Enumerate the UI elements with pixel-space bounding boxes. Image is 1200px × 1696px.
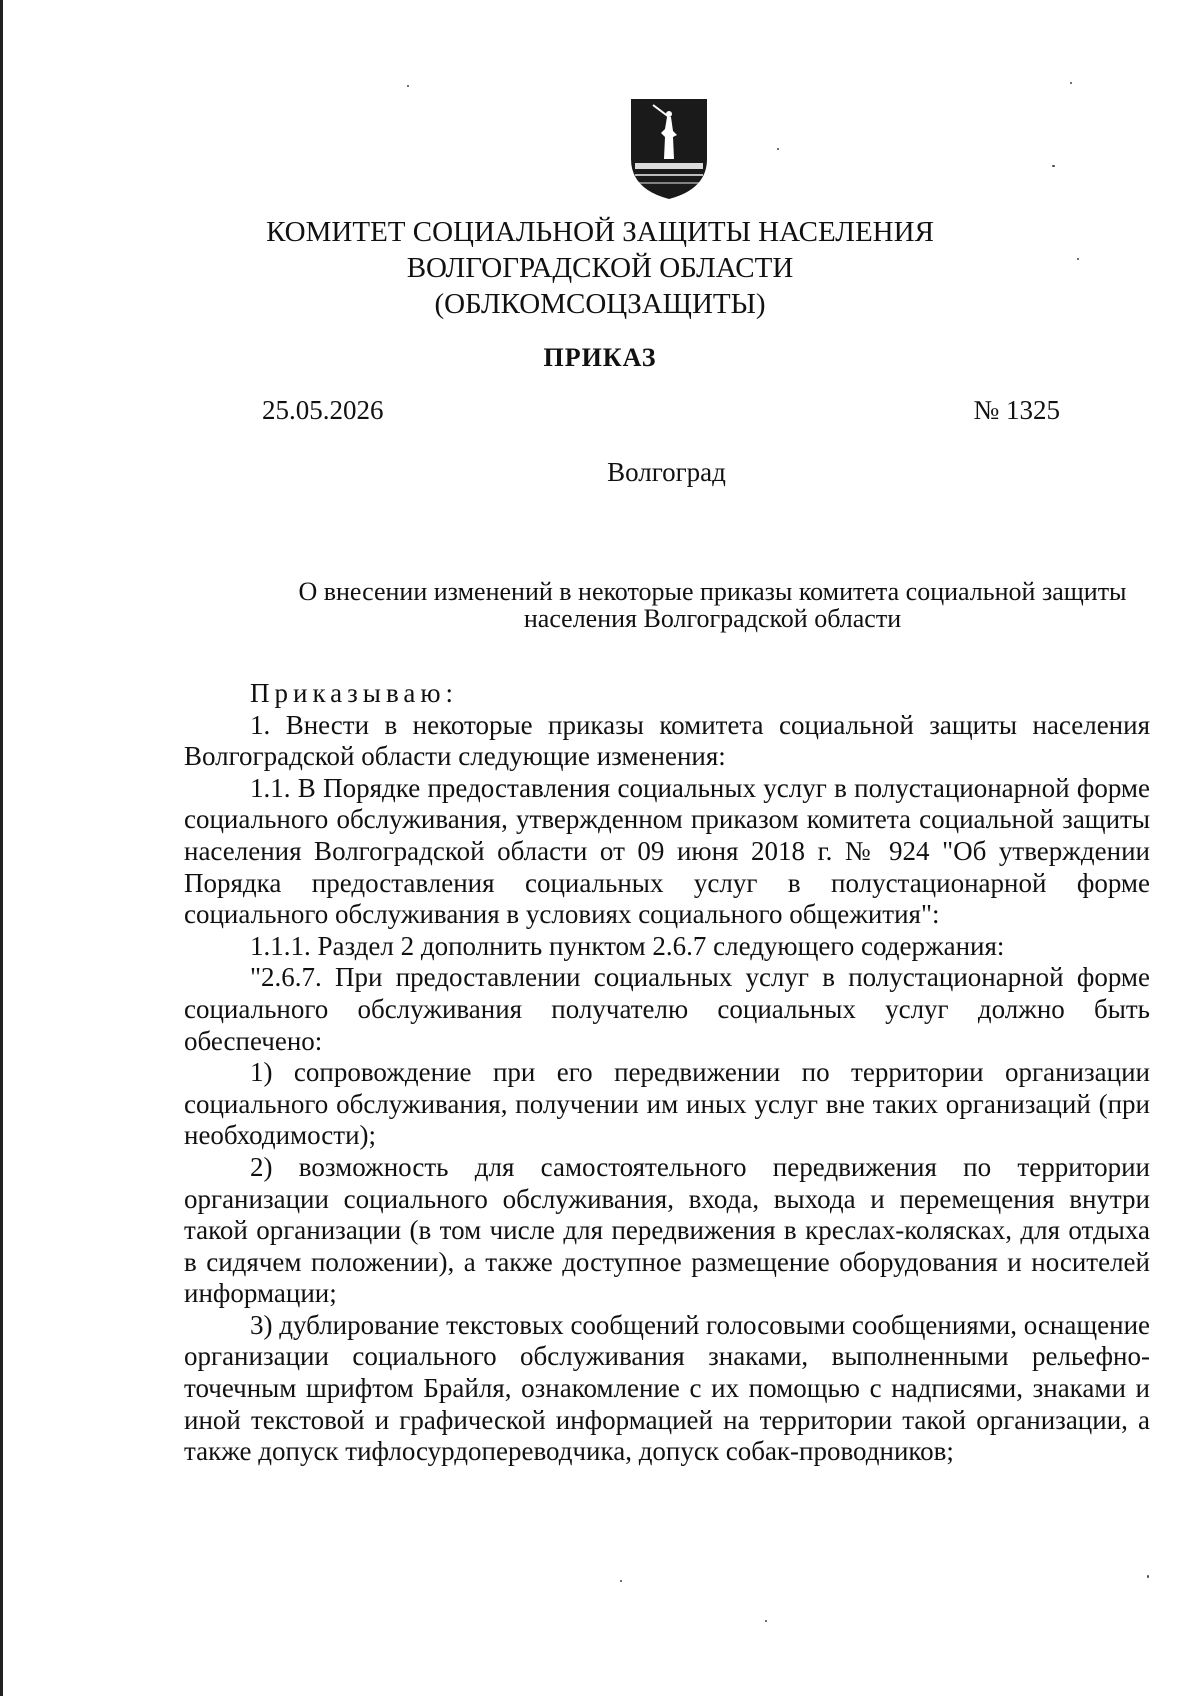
scan-speck [765,1620,767,1622]
list-item-1: 1) сопровождение при его передвижении по территории организации социального обслуживания, получении им иных услуг вне таких организаций (при необходимости); [184,1057,1150,1151]
org-line-3: (ОБЛКОМСОЦЗАЩИТЫ) [434,288,766,320]
scan-speck [1147,1575,1149,1578]
scan-speck [777,148,779,150]
paragraph-2-6-7: "2.6.7. При предоставлении социальных услуг в полустационарной форме социального обслуживания получателю социальных услуг должно быть обеспечено: [184,962,1150,1056]
scan-speck [1077,258,1079,260]
document-body [184,678,1150,1468]
volgograd-emblem-icon [629,97,709,201]
scan-speck [1070,82,1072,84]
list-item-3: 3) дублирование текстовых сообщений голосовыми сообщениями, оснащение организации социального обслуживания знаками, выполненными рельефно-точечным шрифтом Брайля, ознакомление с их помощью с надписями, знаками и иной текстовой и графической информацией на территории такой организации, а также допуск тифлосурдопереводчика, допуск собак-проводников; [184,1309,1150,1467]
document-type: ПРИКАЗ [543,343,657,372]
scan-speck [620,1580,622,1582]
document-city: Волгоград [607,457,726,487]
order-word: Приказываю: [250,678,458,708]
document-number: № 1325 [973,395,1060,425]
subject-line-1: О внесении изменений в некоторые приказы комитета социальной защиты [298,577,1127,606]
org-line-2: ВОЛГОГРАДСКОЙ ОБЛАСТИ [406,252,794,284]
org-line-1: КОМИТЕТ СОЦИАЛЬНОЙ ЗАЩИТЫ НАСЕЛЕНИЯ [266,216,934,248]
paragraph-1-1-1: 1.1.1. Раздел 2 дополнить пунктом 2.6.7 следующего содержания: [250,930,1005,961]
subject-line-2: населения Волгоградской области [523,604,902,633]
paragraph-1-1: 1.1. В Порядке предоставления социальных услуг в полустационарной форме социального обслуживания, утвержденном приказом комитета социальной защиты населения Волгоградской области от 09 июня 2018 г. № 924 "Об утверждении Порядка предоставления социальных услуг в полустационарной форме социального обслуживания в условиях социального общежития": [184,772,1150,930]
scan-speck [407,85,409,87]
document-date: 25.05.2026 [262,395,384,425]
organization-name [0,214,1200,322]
paragraph-1: 1. Внести в некоторые приказы комитета социальной защиты населения Волгоградской области следующие изменения: [184,709,1150,772]
scan-speck [1052,165,1055,167]
document-subject [255,578,1170,632]
list-item-2: 2) возможность для самостоятельного передвижения по территории организации социального обслуживания, входа, выхода и перемещения внутри такой организации (в том числе для передвижения в креслах-колясках, для отдыха в сидячем положении), а также доступное размещение оборудования и носителей информации; [184,1151,1150,1309]
